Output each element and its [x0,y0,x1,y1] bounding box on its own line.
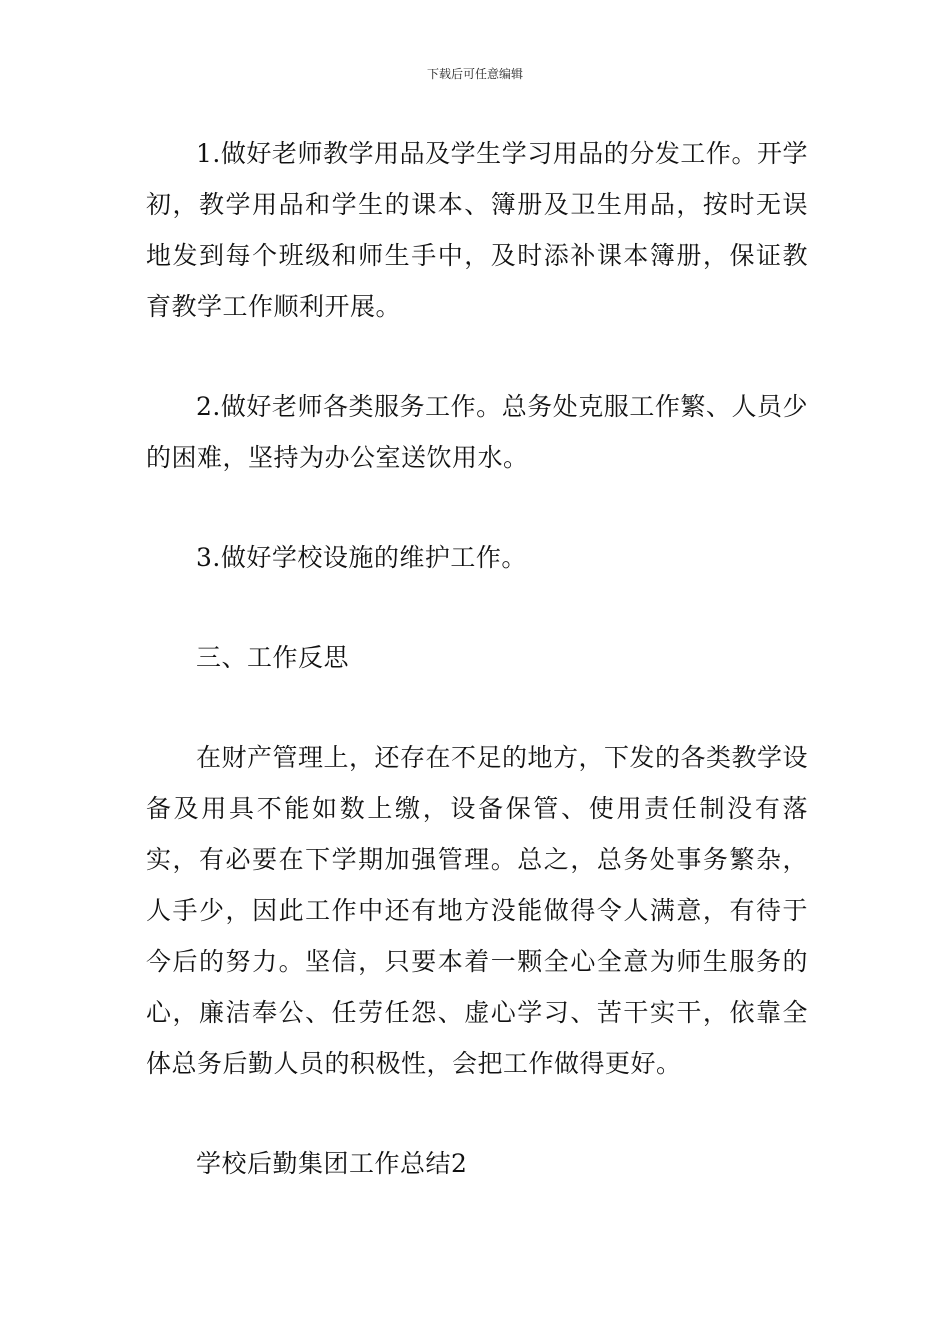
document-body [146,128,808,1189]
paragraph-spacer [146,583,808,632]
section-heading-reflection: 三、工作反思 [196,643,350,672]
paragraph-distribution: 1.做好老师教学用品及学生学习用品的分发工作。开学初，教学用品和学生的课本、簿册及卫生用品，按时无误地发到每个班级和师生手中，及时添补课本簿册，保证教育教学工作顺利开展。 [146,139,808,321]
paragraph-spacer [146,683,808,732]
paragraph-maintenance: 3.做好学校设施的维护工作。 [196,543,527,572]
paragraph-reflection: 在财产管理上，还存在不足的地方，下发的各类教学设备及用具不能如数上缴，设备保管、使用责任制没有落实，有必要在下学期加强管理。总之，总务处事务繁杂，人手少，因此工作中还有地方没能做得令人满意，有待于今后的努力。坚信，只要本着一颗全心全意为师生服务的心，廉洁奉公、任劳任怨、虚心学习、苦干实干，依靠全体总务后勤人员的积极性，会把工作做得更好。 [146,743,809,1078]
paragraph-spacer [146,1089,808,1138]
section-title-summary-2: 学校后勤集团工作总结2 [196,1149,468,1178]
paragraph-services: 2.做好老师各类服务工作。总务处克服工作繁、人员少的困难，坚持为办公室送饮用水。 [146,392,808,472]
paragraph-spacer [146,332,808,381]
paragraph-spacer [146,483,808,532]
page-header-note: 下载后可任意编辑 [426,67,523,81]
